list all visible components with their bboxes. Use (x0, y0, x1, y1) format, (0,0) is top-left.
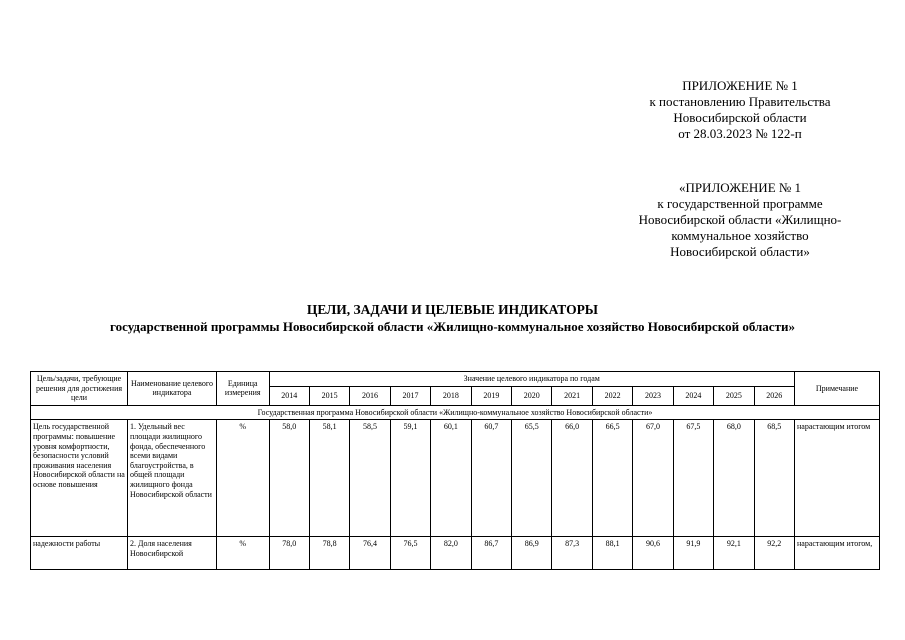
appendix-quote-line: Новосибирской области «Жилищно- (638, 212, 842, 227)
year-header: 2019 (471, 386, 511, 405)
note-cell: нарастающим итогом (794, 420, 879, 537)
year-header: 2015 (309, 386, 349, 405)
goal-cell: Цель государственной программы: повышение уровня комфортности, безопасности условий проживания населения Новосибирской области на основе повышения (31, 420, 128, 537)
values-by-year-header: Значение целевого индикатора по годам (269, 372, 794, 387)
table-row (31, 537, 880, 570)
year-header: 2014 (269, 386, 309, 405)
value-cell: 86,7 (471, 537, 511, 570)
value-cell: 92,1 (714, 537, 754, 570)
year-header: 2018 (431, 386, 471, 405)
value-cell: 78,0 (269, 537, 309, 570)
value-cell: 86,9 (512, 537, 552, 570)
unit-cell: % (216, 420, 269, 537)
appendix-quote-line: «ПРИЛОЖЕНИЕ № 1 (678, 180, 802, 195)
appendix-header-line: Новосибирской области (673, 110, 807, 125)
year-header: 2022 (592, 386, 632, 405)
table-header-row (31, 372, 880, 387)
indicator-cell: 2. Доля населения Новосибирской (128, 537, 217, 570)
value-cell: 82,0 (431, 537, 471, 570)
year-header: 2016 (350, 386, 390, 405)
note-cell: нарастающим итогом, (794, 537, 879, 570)
value-cell: 87,3 (552, 537, 592, 570)
value-cell: 59,1 (390, 420, 430, 537)
table-row (31, 420, 880, 537)
value-cell: 88,1 (592, 537, 632, 570)
year-header: 2021 (552, 386, 592, 405)
year-header: 2026 (754, 386, 794, 405)
indicators-table (30, 371, 880, 570)
unit-header: Единица измерения (216, 372, 269, 406)
appendix-quote-line: коммунальное хозяйство (671, 228, 809, 243)
value-cell: 65,5 (512, 420, 552, 537)
goal-header: Цель/задачи, требующие решения для достижения цели (31, 372, 128, 406)
value-cell: 91,9 (673, 537, 713, 570)
section-row (31, 405, 880, 420)
value-cell: 68,0 (714, 420, 754, 537)
goal-cell: надежности работы (31, 537, 128, 570)
appendix-header-line: к постановлению Правительства (649, 94, 831, 109)
value-cell: 58,5 (350, 420, 390, 537)
value-cell: 67,5 (673, 420, 713, 537)
value-cell: 76,4 (350, 537, 390, 570)
value-cell: 90,6 (633, 537, 673, 570)
year-header: 2017 (390, 386, 430, 405)
document-subtitle: государственной программы Новосибирской области «Жилищно-коммунальное хозяйство Новосибирской области» (110, 319, 795, 334)
year-header: 2020 (512, 386, 552, 405)
year-header: 2025 (714, 386, 754, 405)
value-cell: 60,7 (471, 420, 511, 537)
appendix-header (600, 78, 880, 142)
value-cell: 68,5 (754, 420, 794, 537)
value-cell: 58,0 (269, 420, 309, 537)
value-cell: 78,8 (309, 537, 349, 570)
appendix-quote-line: Новосибирской области» (670, 244, 810, 259)
document-title: ЦЕЛИ, ЗАДАЧИ И ЦЕЛЕВЫЕ ИНДИКАТОРЫ (306, 302, 599, 317)
indicator-cell: 1. Удельный вес площади жилищного фонда, обеспеченного всеми видами благоустройства, в общей площади жилищного фонда Новосибирской области (128, 420, 217, 537)
note-header: Примечание (794, 372, 879, 406)
value-cell: 66,0 (552, 420, 592, 537)
appendix-quote (600, 180, 880, 260)
value-cell: 92,2 (754, 537, 794, 570)
value-cell: 67,0 (633, 420, 673, 537)
year-header: 2023 (633, 386, 673, 405)
year-header: 2024 (673, 386, 713, 405)
appendix-quote-line: к государственной программе (657, 196, 823, 211)
value-cell: 76,5 (390, 537, 430, 570)
section-title: Государственная программа Новосибирской области «Жилищно-коммунальное хозяйство Новосибирской области» (31, 405, 880, 420)
unit-cell: % (216, 537, 269, 570)
value-cell: 60,1 (431, 420, 471, 537)
indicator-header: Наименование целевого индикатора (128, 372, 217, 406)
value-cell: 58,1 (309, 420, 349, 537)
appendix-header-line: от 28.03.2023 № 122-п (678, 126, 802, 141)
appendix-header-line: ПРИЛОЖЕНИЕ № 1 (682, 78, 798, 93)
value-cell: 66,5 (592, 420, 632, 537)
